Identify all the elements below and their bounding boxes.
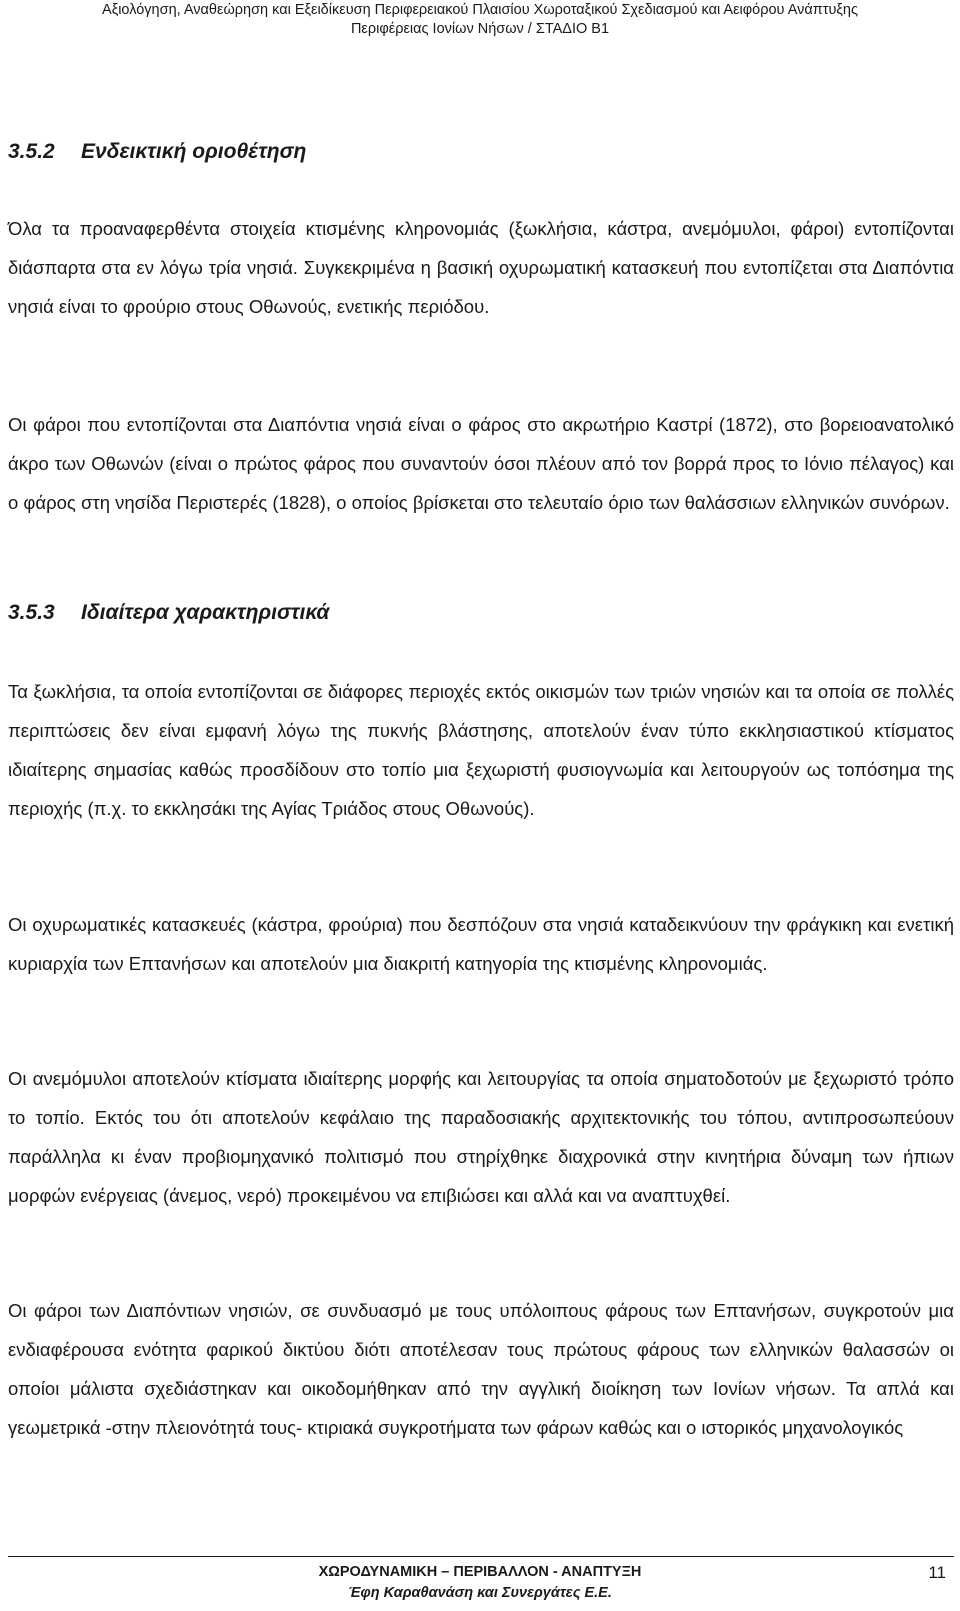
section-heading-3-5-3 bbox=[8, 601, 329, 625]
paragraph: Οι ανεμόμυλοι αποτελούν κτίσματα ιδιαίτερης μορφής και λειτουργίας τα οποία σηματοδοτούν με ξεχωριστό τρόπο το τοπίο. Εκτός του ότι αποτελούν κεφάλαιο της παραδοσιακής αρχιτεκτονικής του τόπου, αντιπροσωπεύουν παράλληλα κι έναν προβιομηχανικό πολιτισμό που στηρίχθηκε διαχρονικά στην κινητήρια δύναμη των ήπιων μορφών ενέργειας (άνεμος, νερό) προκειμένου να επιβιώσει και αλλά και να αναπτυχθεί. bbox=[8, 1068, 954, 1206]
section-title: Ενδεικτική οριοθέτηση bbox=[81, 140, 307, 163]
footer-subtitle: Έφη Καραθανάση και Συνεργάτες Ε.Ε. bbox=[348, 1585, 612, 1601]
page-header bbox=[0, 0, 960, 39]
paragraph: Τα ξωκλήσια, τα οποία εντοπίζονται σε διάφορες περιοχές εκτός οικισμών των τριών νησιών και τα οποία σε πολλές περιπτώσεις δεν είναι εμφανή λόγω της πυκνής βλάστησης, αποτελούν έναν τύπο εκκλησιαστικού κτίσματος ιδιαίτερης σημασίας καθώς προσδίδουν στο τοπίο μια ξεχωριστή φυσιογνωμία και λειτουργούν ως τοπόσημα της περιοχής (π.χ. το εκκλησάκι της Αγίας Τριάδος στους Οθωνούς). bbox=[8, 681, 954, 819]
section-heading-3-5-2 bbox=[8, 140, 306, 164]
section-title: Ιδιαίτερα χαρακτηριστικά bbox=[81, 601, 330, 624]
header-line-1: Αξιολόγηση, Αναθεώρηση και Εξειδίκευση Περιφερειακού Πλαισίου Χωροταξικού Σχεδιασμού και Αειφόρου Ανάπτυξης bbox=[102, 2, 858, 18]
header-line-2: Περιφέρειας Ιονίων Νήσων / ΣΤΑΔΙΟ Β1 bbox=[350, 21, 610, 37]
footer-divider bbox=[8, 1556, 954, 1557]
section-number: 3.5.2 bbox=[8, 140, 55, 163]
paragraph: Οι οχυρωματικές κατασκευές (κάστρα, φρούρια) που δεσπόζουν στα νησιά καταδεικνύουν την φράγκικη και ενετική κυριαρχία των Επτανήσων και αποτελούν μια διακριτή κατηγορία της κτισμένης κληρονομιάς. bbox=[8, 914, 954, 974]
paragraph: Οι φάροι των Διαπόντιων νησιών, σε συνδυασμό με τους υπόλοιπους φάρους των Επτανήσων, συγκροτούν μια ενδιαφέρουσα ενότητα φαρικού δικτύου διότι αποτέλεσαν τους πρώτους φάρους των ελληνικών θαλασσών οι οποίοι μάλιστα σχεδιάστηκαν και οικοδομήθηκαν από την αγγλική διοίκηση των Ιονίων νήσων. Τα απλά και γεωμετρικά -στην πλειονότητά τους- κτιριακά συγκροτήματα των φάρων καθώς και ο ιστορικός μηχανολογικός bbox=[8, 1300, 954, 1438]
page-number: 11 bbox=[928, 1563, 946, 1582]
paragraph: Όλα τα προαναφερθέντα στοιχεία κτισμένης κληρονομιάς (ξωκλήσια, κάστρα, ανεμόμυλοι, φάροι) εντοπίζονται διάσπαρτα στα εν λόγω τρία νησιά. Συγκεκριμένα η βασική οχυρωματική κατασκευή που εντοπίζεται στα Διαπόντια νησιά είναι το φρούριο στους Οθωνούς, ενετικής περιόδου. bbox=[8, 218, 954, 317]
paragraph: Οι φάροι που εντοπίζονται στα Διαπόντια νησιά είναι ο φάρος στο ακρωτήριο Καστρί (1872), στο βορειοανατολικό άκρο των Οθωνών (είναι ο πρώτος φάρος που συναντούν όσοι πλέουν από τον βορρά προς το Ιόνιο πέλαγος) και ο φάρος στη νησίδα Περιστερές (1828), ο οποίος βρίσκεται στο τελευταίο όριο των θαλάσσιων ελληνικών συνόρων. bbox=[8, 414, 954, 513]
footer-title: ΧΩΡΟΔΥΝΑΜΙΚΗ – ΠΕΡΙΒΑΛΛΟΝ - ΑΝΑΠΤΥΞΗ bbox=[318, 1564, 642, 1580]
section-number: 3.5.3 bbox=[8, 601, 55, 624]
